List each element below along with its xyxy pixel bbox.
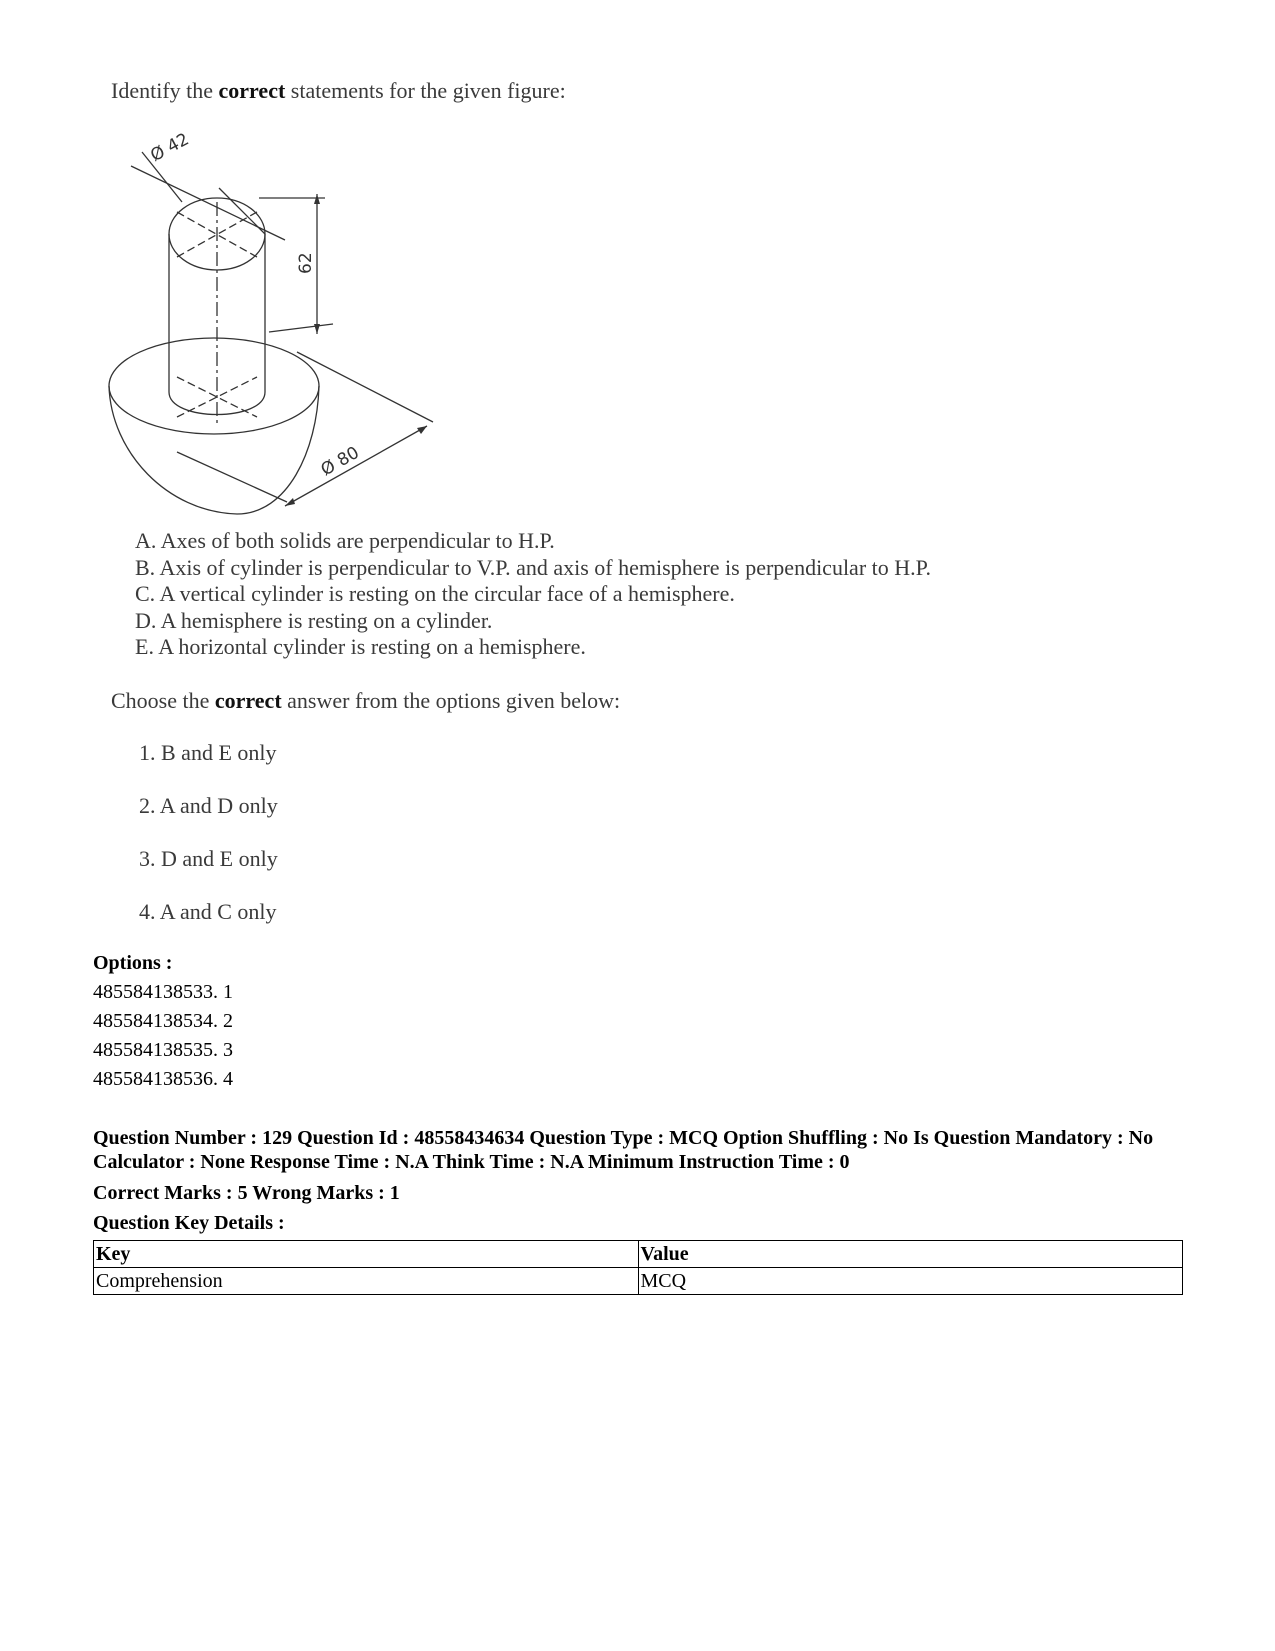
- option-item: 485584138535. 3: [93, 1039, 233, 1061]
- choose-bold: correct: [214, 688, 282, 713]
- intro-text: Identify the: [111, 78, 219, 103]
- cylinder-hemisphere-figure: [107, 122, 467, 542]
- intro-bold: correct: [218, 78, 286, 103]
- statement-item: D. A hemisphere is resting on a cylinder.: [135, 607, 493, 633]
- answer-item: 4. A and C only: [139, 899, 277, 924]
- table-header-key: Key: [94, 1241, 639, 1268]
- bottom-diameter-label: Ø 80: [317, 442, 363, 481]
- choose-text-end: answer from the options given below:: [281, 688, 621, 713]
- answer-item: 2. A and D only: [139, 793, 278, 818]
- table-cell-value: MCQ: [638, 1268, 1183, 1295]
- option-item: 485584138533. 1: [93, 981, 233, 1003]
- question-marks: Correct Marks : 5 Wrong Marks : 1: [93, 1182, 400, 1204]
- answer-list: [139, 740, 278, 952]
- statement-item: C. A vertical cylinder is resting on the circular face of a hemisphere.: [135, 581, 735, 606]
- top-diameter-label: Ø 42: [147, 129, 193, 167]
- option-item: 485584138534. 2: [93, 1010, 233, 1032]
- key-details-table: [93, 1240, 1183, 1295]
- statement-item: E. A horizontal cylinder is resting on a hemisphere.: [135, 634, 586, 659]
- key-details-label: Question Key Details :: [93, 1212, 285, 1234]
- table-header-row: [94, 1241, 1183, 1268]
- statement-list: [135, 528, 931, 661]
- table-cell-key: Comprehension: [94, 1268, 639, 1295]
- choose-text: Choose the: [111, 688, 215, 713]
- table-row: [94, 1268, 1183, 1295]
- question-image: [93, 60, 1013, 940]
- statement-item: B. Axis of cylinder is perpendicular to V.P. and axis of hemisphere is perpendicular to H.P.: [135, 554, 931, 580]
- options-label: Options :: [93, 952, 173, 974]
- height-label: 62: [296, 252, 316, 274]
- table-header-value: Value: [638, 1241, 1183, 1268]
- statement-item: A. Axes of both solids are perpendicular to H.P.: [135, 528, 555, 553]
- options-list: [93, 980, 233, 1096]
- intro-text-end: statements for the given figure:: [285, 78, 566, 103]
- answer-item: 3. D and E only: [139, 846, 278, 871]
- question-meta: Question Number : 129 Question Id : 48558434634 Question Type : MCQ Option Shuffling : No Is Question Mandatory : No Calculator : None Response Time : N.A Think Time : N.A Minimum Instruction Time : 0: [93, 1127, 1154, 1173]
- option-item: 485584138536. 4: [93, 1068, 233, 1090]
- answer-item: 1. B and E only: [139, 740, 277, 765]
- question-intro: [111, 78, 566, 104]
- choose-instruction: [111, 688, 620, 714]
